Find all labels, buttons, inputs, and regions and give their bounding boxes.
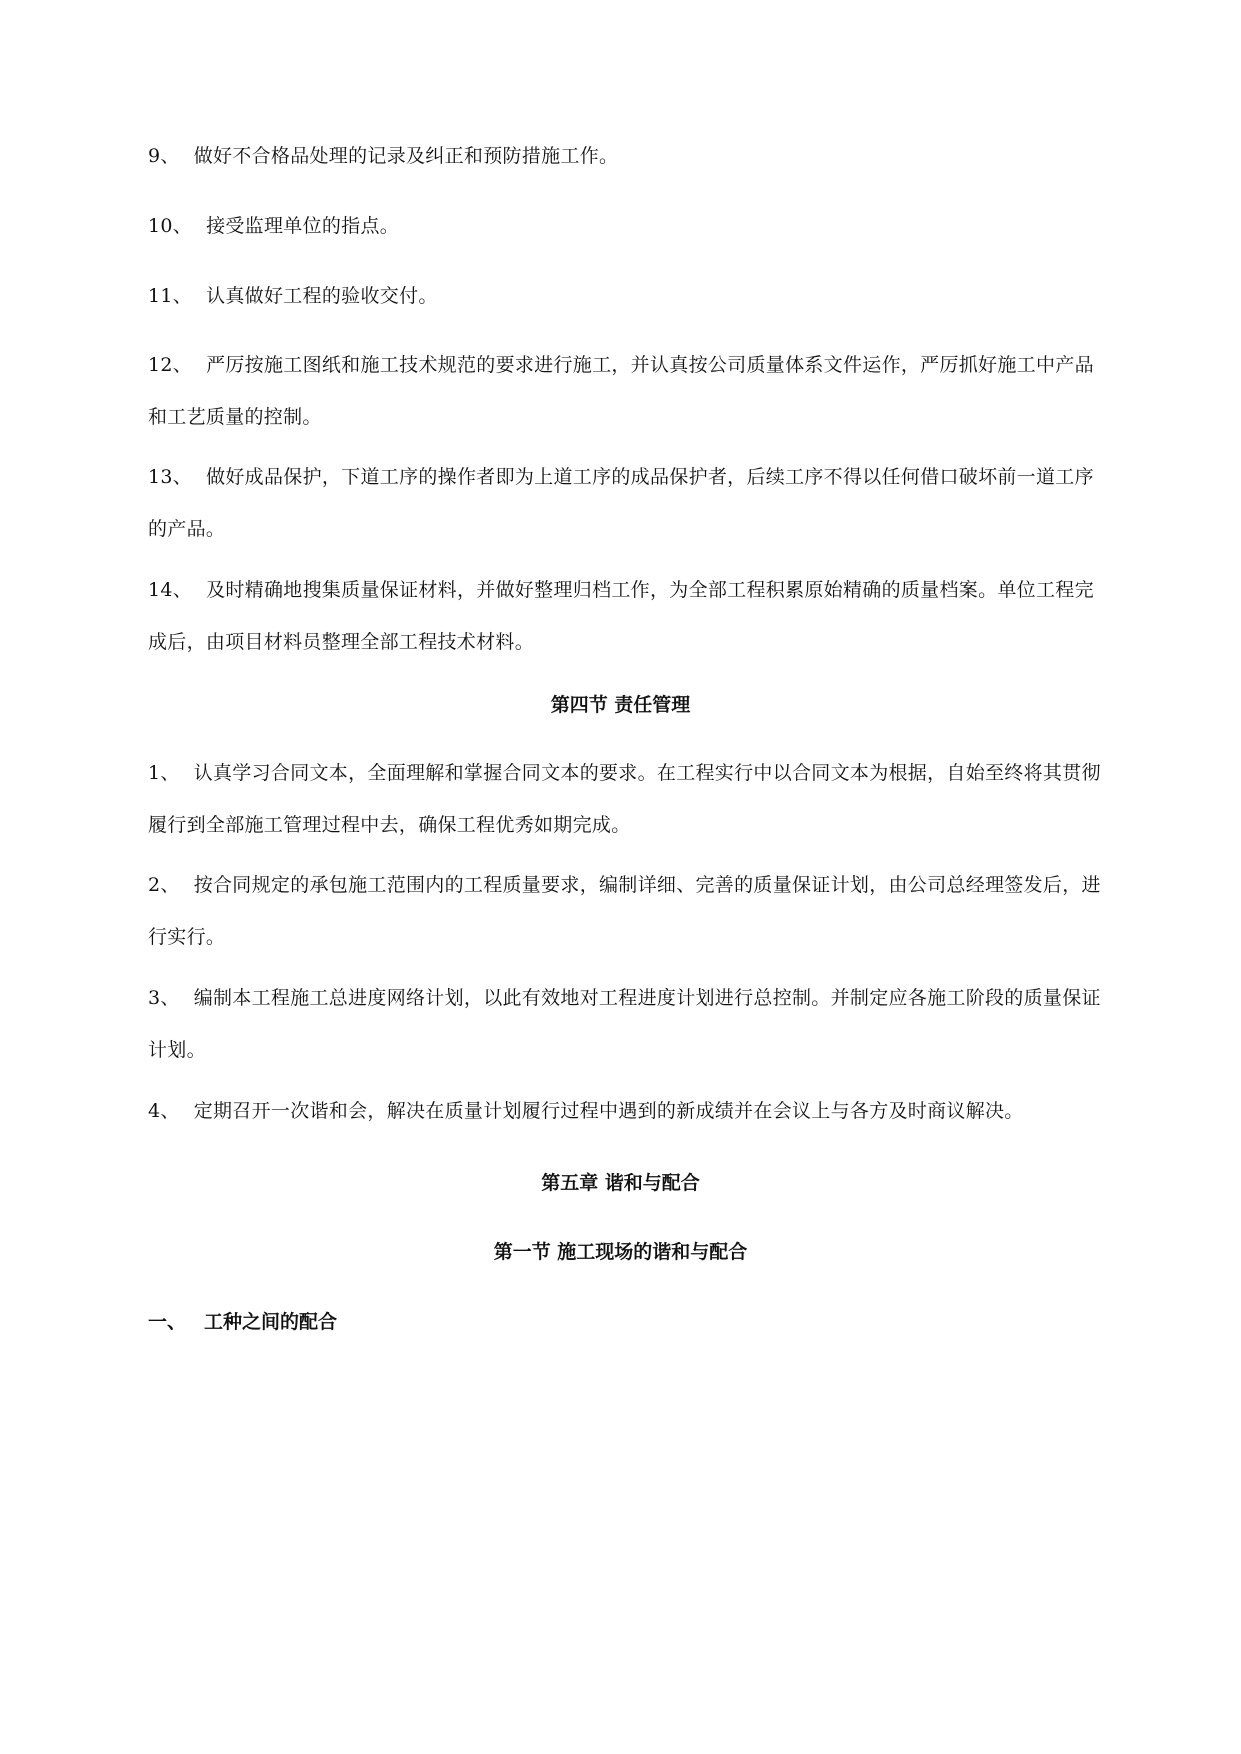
list-item-14 xyxy=(148,564,1104,668)
list-item-3 xyxy=(148,972,1104,1076)
list-item-11 xyxy=(148,270,1104,322)
list-text: 编制本工程施工总进度网络计划，以此有效地对工程进度计划进行总控制。并制定应各施工阶段的质量保证计划。 xyxy=(148,987,1101,1061)
list-item-1 xyxy=(148,747,1104,851)
list-item-2 xyxy=(148,859,1104,963)
list-text: 及时精确地搜集质量保证材料，并做好整理归档工作，为全部工程积累原始精确的质量档案。单位工程完成后，由项目材料员整理全部工程技术材料。 xyxy=(148,579,1094,653)
list-text: 认真做好工程的验收交付。 xyxy=(206,285,438,307)
list-text: 认真学习合同文本，全面理解和掌握合同文本的要求。在工程实行中以合同文本为根据，自始至终将其贯彻履行到全部施工管理过程中去，确保工程优秀如期完成。 xyxy=(148,762,1101,836)
list-item-9 xyxy=(148,130,1104,182)
list-item-10 xyxy=(148,200,1104,252)
list-number: 1、 xyxy=(148,762,180,784)
list-number: 4、 xyxy=(148,1100,180,1122)
list-text: 定期召开一次谐和会，解决在质量计划履行过程中遇到的新成绩并在会议上与各方及时商议解决。 xyxy=(193,1100,1024,1122)
subsection-text: 工种之间的配合 xyxy=(204,1311,338,1333)
list-number: 13、 xyxy=(148,466,193,488)
subsection-number: 一、 xyxy=(148,1311,187,1333)
list-text: 做好不合格品处理的记录及纠正和预防措施工作。 xyxy=(193,145,619,167)
chapter-title: 第五章 谐和与配合 xyxy=(541,1172,700,1194)
list-number: 12、 xyxy=(148,354,193,376)
list-number: 11、 xyxy=(148,285,193,307)
list-number: 9、 xyxy=(148,145,180,167)
list-number: 2、 xyxy=(148,874,180,896)
list-text: 严厉按施工图纸和施工技术规范的要求进行施工，并认真按公司质量体系文件运作，严厉抓好施工中产品和工艺质量的控制。 xyxy=(148,354,1094,428)
list-number: 14、 xyxy=(148,579,193,601)
list-item-4 xyxy=(148,1085,1104,1137)
subsection-heading xyxy=(148,1307,337,1337)
list-item-13 xyxy=(148,451,1104,555)
list-number: 3、 xyxy=(148,987,180,1009)
section-title: 第一节 施工现场的谐和与配合 xyxy=(493,1241,748,1263)
list-number: 10、 xyxy=(148,215,193,237)
list-text: 接受监理单位的指点。 xyxy=(206,215,400,237)
section-title: 第四节 责任管理 xyxy=(550,694,691,716)
list-text: 按合同规定的承包施工范围内的工程质量要求，编制详细、完善的质量保证计划，由公司总经理签发后，进行实行。 xyxy=(148,874,1101,948)
list-item-12 xyxy=(148,339,1104,443)
list-text: 做好成品保护，下道工序的操作者即为上道工序的成品保护者，后续工序不得以任何借口破坏前一道工序的产品。 xyxy=(148,466,1094,540)
